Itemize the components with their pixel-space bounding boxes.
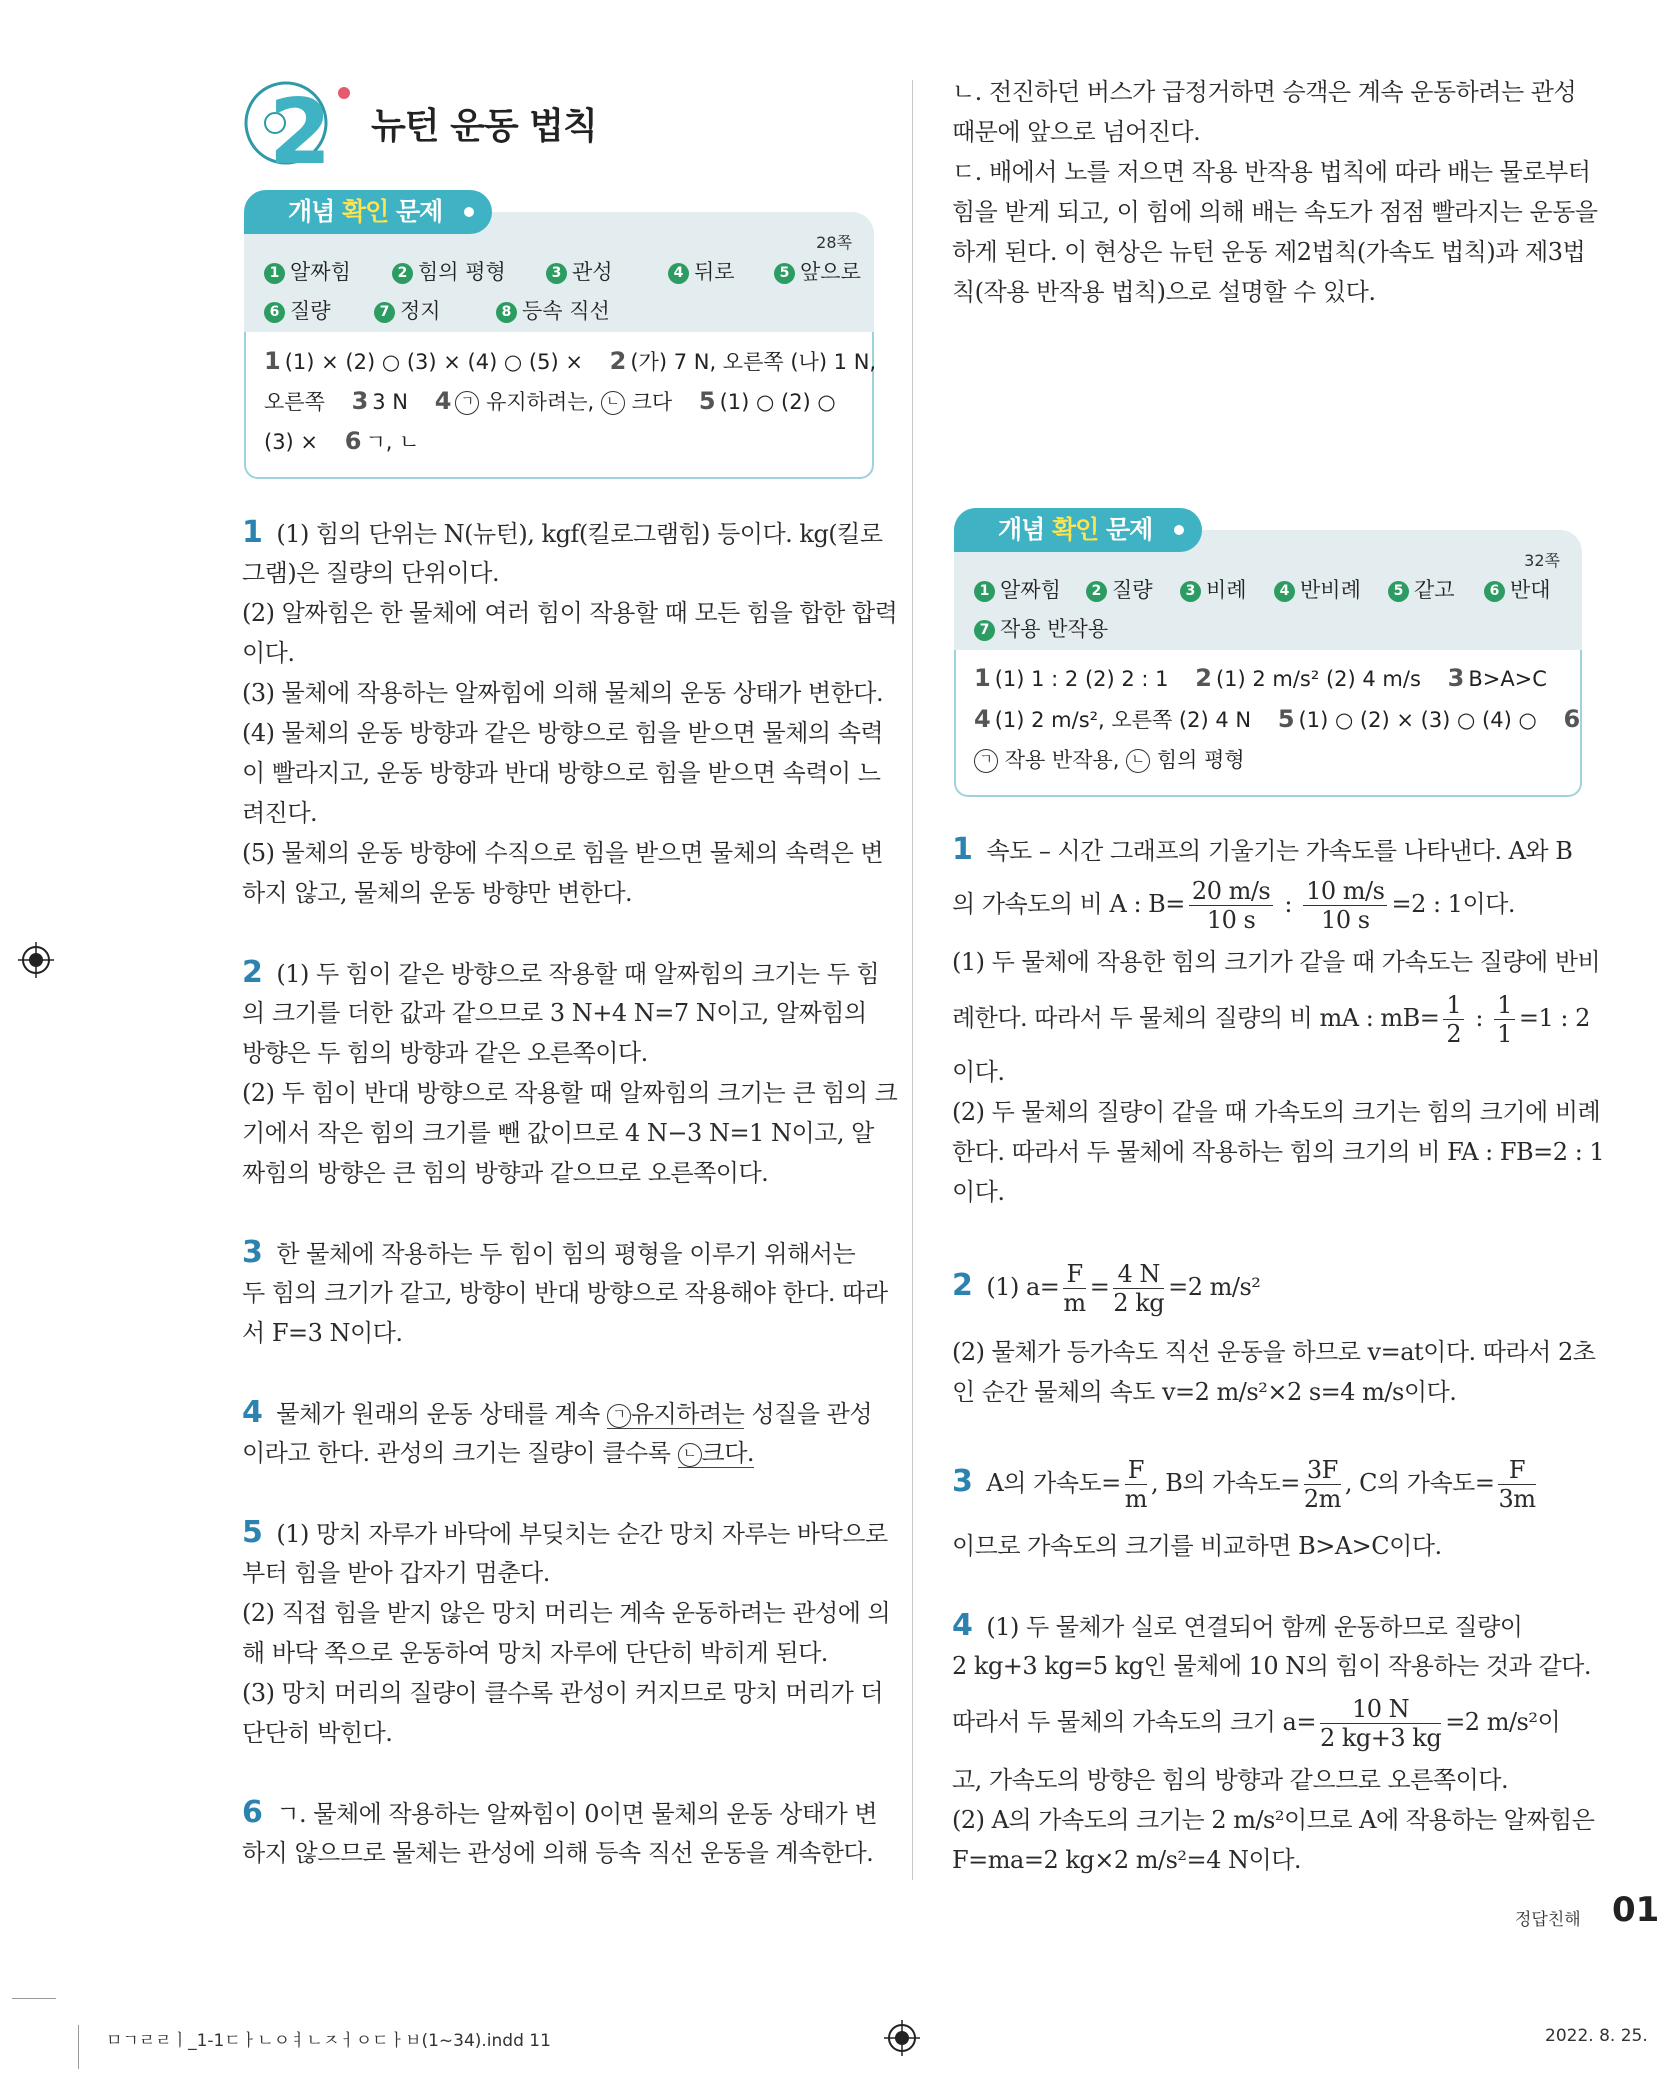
blank-answer: 2 힘의 평형	[392, 256, 506, 286]
blank-answer: 6 반대	[1484, 574, 1551, 604]
print-filename: ㅁㄱㄹㄹㅣ_1-1ㄷㅏㄴㅇㅕㄴㅈㅓㅇㄷㅏㅂ(1~34).indd 11	[106, 2031, 551, 2051]
question-number: 2	[952, 1268, 973, 1303]
blank-answer: 7 작용 반작용	[974, 613, 1108, 643]
question-number: 4	[242, 1395, 263, 1430]
column-divider	[912, 80, 913, 1880]
crop-mark	[12, 1998, 56, 1999]
blank-answer: 5 앞으로	[774, 256, 861, 286]
blank-answer: 5 같고	[1388, 574, 1455, 604]
question-number: 2	[242, 955, 263, 990]
question-number: 1	[952, 832, 973, 867]
crop-mark	[78, 2025, 79, 2069]
page-reference: 28쪽	[816, 233, 852, 252]
question-number: 1	[242, 515, 263, 550]
registration-mark-icon	[884, 2020, 920, 2056]
blank-answer: 8 등속 직선	[496, 295, 610, 325]
chapter-number: 2	[268, 80, 332, 185]
quiz-answers-panel: 1 (1) × (2) ○ (3) × (4) ○ (5) × 2 (가) 7 N, 오른쪽 (나) 1 N, 오른쪽 3 3 N 4 ㄱ 유지하려는, ㄴ 크다 5 (1) ○ (2) ○ (3) × 6 ㄱ, ㄴ	[244, 332, 874, 479]
blank-answer: 4 뒤로	[668, 256, 735, 286]
chapter-header	[240, 78, 597, 185]
concept-check-tab: 개념 확인 문제	[954, 508, 1202, 552]
quiz-answers-panel: 1 (1) 1 : 2 (2) 2 : 1 2 (1) 2 m/s² (2) 4 m/s 3 B>A>C 4 (1) 2 m/s², 오른쪽 (2) 4 N 5 (1) ○ (2) × (3) ○ (4) ○ 6 ㄱ 작용 반작용, ㄴ 힘의 평형	[954, 650, 1582, 797]
blank-answer: 7 정지	[374, 295, 441, 325]
chapter-title: 뉴턴 운동 법칙	[371, 105, 597, 147]
page-reference: 32쪽	[1524, 551, 1560, 570]
footer-label: 정답친해	[1515, 1910, 1581, 1930]
blank-answer: 1 알짜힘	[974, 574, 1061, 604]
blank-answer: 2 질량	[1086, 574, 1153, 604]
question-number: 3	[242, 1235, 263, 1270]
blank-answer: 1 알짜힘	[264, 256, 351, 286]
page-number: 01	[1612, 1890, 1659, 1930]
blank-answer: 3 관성	[546, 256, 613, 286]
question-number: 6	[242, 1795, 263, 1830]
concept-check-box-2	[954, 508, 1582, 808]
question-number: 4	[952, 1608, 973, 1643]
chapter-number-logo	[240, 77, 355, 185]
concept-check-tab: 개념 확인 문제	[244, 190, 492, 234]
print-date: 2022. 8. 25.	[1545, 2026, 1648, 2046]
blank-answer: 4 반비례	[1274, 574, 1361, 604]
concept-check-box-1	[244, 190, 877, 490]
question-number: 5	[242, 1515, 263, 1550]
registration-mark-icon	[18, 942, 54, 978]
question-number: 3	[952, 1464, 973, 1499]
blank-answer: 6 질량	[264, 295, 331, 325]
blank-answer: 3 비례	[1180, 574, 1247, 604]
